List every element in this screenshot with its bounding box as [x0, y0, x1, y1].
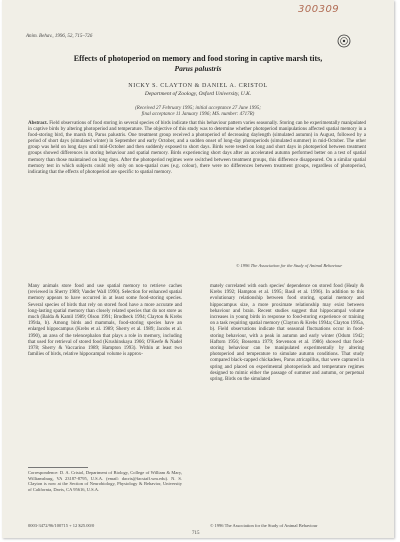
journal-reference: Anim. Behav., 1996, 52, 715–726	[26, 34, 93, 39]
correspondence-footnote: Correspondence: D. A. Cristol, Department of Biology, College of William & Mary, Williamsburg, VA 23187-8795, U.S.A. (email: dacris@facstaff.wm.edu). N. S. Clayton is now at the Section of Neurobiology, Physiology & Behavior, University of California, Davis, CA 95616, U.S.A.	[28, 470, 182, 492]
article-code: 0003-3472/96/100715 + 12 $25.00/0	[28, 523, 95, 528]
footnote-divider	[28, 467, 88, 468]
abstract-copyright: © 1996 The Association for the Study of Animal Behaviour	[236, 263, 343, 268]
paper-page	[2, 0, 394, 538]
body-column-right: mately correlated with each species' dependence on stored food (Healy & Krebs 1992; Hampton et al. 1995; Basil et al. 1996). In addition to this evolutionary relationship between food storing, spatial memory and hippocampus size, a more proximate relationship may exist between behaviour and brain. Recent studies suggest that hippocampal volume increases in young birds in response to food-storing experience or training on a task requiring spatial memory (Clayton & Krebs 1994a; Clayton 1995a, b). Field observations indicate that seasonal fluctuations occur in food-storing behaviour, with a peak in autumn and early winter (Odum 1942; Haftorn 1956; Bossema 1979; Stevenson et al. 1986) showed that food-storing behaviour can be manipulated experimentally by altering photoperiod and temperature to simulate autumn conditions. That study compared black-capped chickadees, Parus atricapillus, that were captured in spring and placed on experimental photoperiods and temperature regimes designed to mimic either the passage of summer and autumn, or perpetual spring. Birds on the simulated	[210, 284, 364, 383]
author-affiliation: Department of Zoology, Oxford University, U.K.	[144, 91, 252, 97]
dates-line-2: final acceptance 11 January 1996; MS. number: 4717R)	[141, 112, 255, 117]
footer-copyright: © 1996 The Association for the Study of Animal Behaviour	[210, 523, 318, 528]
abstract-label: Abstract.	[28, 121, 48, 126]
paper-authors: NICKY S. CLAYTON & DANIEL A. CRISTOL	[128, 83, 268, 89]
paper-subtitle: Parus palustris	[174, 64, 222, 73]
handwritten-note: 300309	[298, 4, 340, 15]
dates-line-1: (Received 27 February 1995; initial acceptance 27 June 1995;	[135, 106, 261, 111]
abstract	[28, 121, 366, 176]
abstract-text: Field observations of food storing in several species of birds indicate that this behaviour pattern varies seasonally. Storing can be experimentally manipulated in captive birds by altering photoperiod and temperature. The objective of this study was to determine whether photoperiod manipulations affected spatial memory in a food-storing bird, the marsh tit, Parus palustris. One treatment group received a photoperiod of decreasing daylength (simulated autumn) in August, followed by a period of short days (simulated winter) in September and early October, and a sudden onset of long-day photoperiods (simulated summer) in mid-October. The other group was held on long days until mid-October and then suddenly exposed to short days. Birds were tested on long and short days in photoperiod between treatment groups showed differences in storing behaviour and spatial memory. Birds experiencing short days after an accelerated autumn performed better on a test of spatial memory than those maintained on long days. After the photoperiod regimes were switched between treatment groups, this difference disappeared. On a similar spatial memory test in which subjects could rely only on non-spatial cues (e.g. colour), there were no differences between treatment groups, regardless of photoperiod, indicating that the effects of photoperiod are specific to spatial memory.	[28, 121, 366, 175]
publisher-logo-icon	[337, 34, 351, 48]
page-number: 715	[192, 531, 200, 536]
submission-dates	[12, 106, 384, 118]
body-column-left: Many animals store food and use spatial memory to retrieve caches (reviewed in Sherry 1989; Vander Wall 1990). Selection for enhanced spatial memory appears to have occurred in at least some food-storing species. Several species of birds that rely on stored food have a more accurate and long-lasting spatial memory than closely related species that do not store as much (Balda & Kamil 1989; Olson 1991; Brodbeck 1994; Clayton & Krebs 1994a, b). Among birds and mammals, food-storing species have an enlarged hippocampus (Krebs et al. 1989; Sherry et al. 1989; Jacobs et al. 1990), an area of the telencephalon that plays a role in memory, including that used for retrieval of stored food (Krushinskaya 1966; O'Keefe & Nadel 1978; Sherry & Vaccarino 1989; Hampton 1993). Within at least two families of birds, relative hippocampal volume is approx-	[28, 284, 182, 358]
paper-title: Effects of photoperiod on memory and food storing in captive marsh tits,	[73, 54, 323, 63]
